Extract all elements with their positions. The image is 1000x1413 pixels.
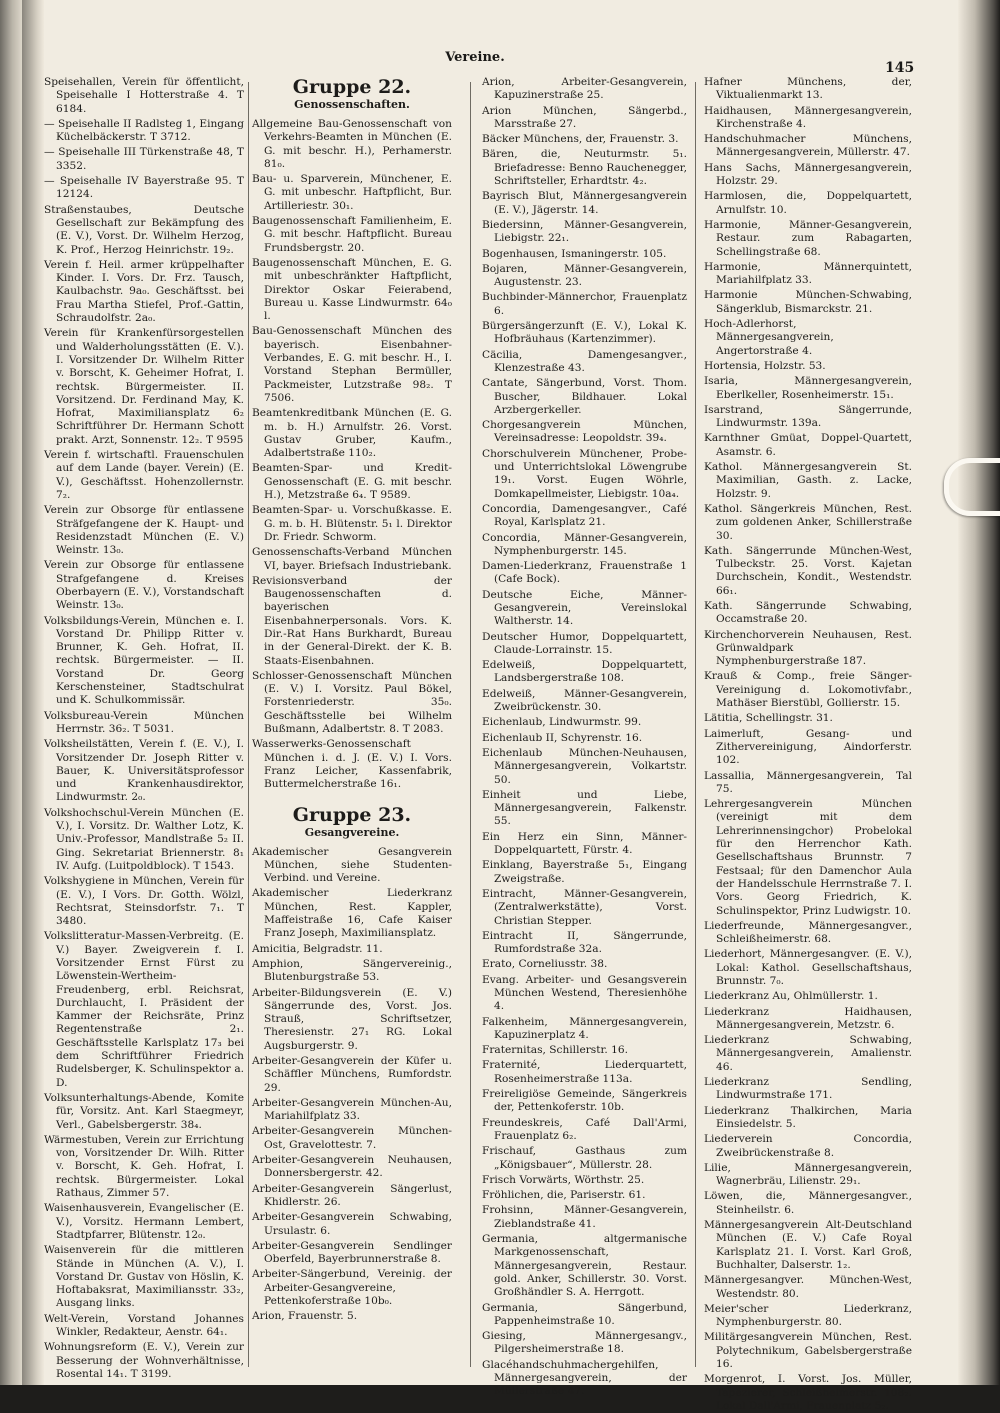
directory-entry: Hafner Münchens, der, Viktualienmarkt 13.: [704, 76, 912, 102]
directory-entry: Meier'scher Liederkranz, Nymphenburgerstr. 80.: [704, 1302, 912, 1329]
directory-entry: Isarstrand, Sängerrunde, Lindwurmstr. 139a.: [704, 403, 912, 430]
directory-entry: Waisenhausverein, Evangelischer (E. V.), Vorsitz. Hermann Lembert, Stadtpfarrer, Blütenstr. 12₀.: [44, 1202, 244, 1241]
directory-entry: Haidhausen, Männergesangverein, Kirchenstraße 4.: [704, 104, 912, 130]
directory-entry: Damen-Liederkranz, Frauenstraße 1 (Cafe Bock).: [482, 560, 687, 586]
directory-entry: Deutscher Humor, Doppelquartett, Claude-Lorrainstr. 15.: [482, 630, 687, 656]
directory-entry: Liederkranz Au, Ohlmüllerstr. 1.: [704, 990, 878, 1003]
directory-entry: Harmlosen, die, Doppelquartett, Arnulfstr. 10.: [704, 190, 912, 216]
directory-entry: Bogenhausen, Ismaningerstr. 105.: [482, 247, 667, 260]
directory-entry: Genossenschafts-Verband München VI, bayer. Briefsach Industriebank.: [252, 546, 452, 572]
directory-entry: Bau-Genossenschaft München des bayerisch. Eisenbahner-Verbandes, E. G. mit beschr. H., I. Vorstand Stephan Bermüller, Packmeister, Lutzstraße 98₂. T 7506.: [252, 325, 452, 404]
directory-entry: Waisenverein für die mittleren Stände in München (A. V.), I. Vorstand Dr. Gustav von Höslin, K. Hoftabaksrat, Maximiliansstr. 33₂, Ausgang links.: [44, 1244, 244, 1310]
directory-entry: Arbeiter-Gesangverein München-Au, Mariahilfplatz 33.: [252, 1096, 452, 1123]
directory-entry: Arbeiter-Gesangverein Sängerlust, Khidlerstr. 26.: [252, 1182, 452, 1208]
directory-entry: Männergesangver. München-West, Westendstr. 80.: [704, 1274, 912, 1300]
directory-entry: Beamten-Spar- u. Vorschußkasse. E. G. m. b. H. Blütenstr. 5₁ l. Direktor Dr. Friedr. Schworm.: [252, 504, 452, 543]
directory-entry: Verein für Krankenfürsorgestellen und Walderholungsstätten (E. V.). I. Vorsitzender Dr. Wilhelm Ritter v. Borscht, K. Geheimer Hofrat, I. rechtsk. Bürgermeister. II. Vorsitzend. Dr. Ferdinand May, K. Hofrat, Maximiliansplatz 6₂ Schriftführer Dr. Hermann Schott prakt. Arzt, Sonnenstr. 12₂. T 9595: [44, 327, 244, 446]
directory-entry: Speisehallen, Verein für öffentlicht, Speisehalle I Hotterstraße 4. T 6184.: [44, 76, 244, 115]
directory-entry: Volkshygiene in München, Verein für (E. V.), I Vors. Dr. Gotth. Wölzl, Rechtsrat, Steinsdorfstr. 7₁. T 3480.: [44, 875, 244, 928]
group-heading: Gruppe 23.: [292, 803, 412, 826]
column-4: [704, 76, 912, 1412]
column-rule: [695, 82, 696, 1367]
directory-entry: Chorgesangverein München, Vereinsadresse: Leopoldstr. 39₄.: [482, 419, 687, 445]
directory-entry: Eichenlaub München-Neuhausen, Männergesangverein, Volkartstr. 50.: [482, 746, 687, 786]
directory-entry: Arbeiter-Gesangverein Sendlinger Oberfeld, Bayerbrunnerstraße 8.: [252, 1239, 452, 1266]
group-heading: Gruppe 22.: [292, 76, 412, 98]
column-3: [482, 76, 687, 1398]
directory-entry: Biedersinn, Männer-Gesangverein, Liebigstr. 22₁.: [482, 218, 687, 245]
directory-entry: Volkslitteratur-Massen-Verbreitg. (E. V.) Bayer. Zweigverein f. I. Vorsitzender Ernst Fürst zu Löwenstein-Wertheim-Freudenberg, erbl. Reichsrat, Durchlaucht, I. Präsident der Kammer der Reichsräte, Prinz Regentenstraße 2₁. Geschäftsstelle Karlsplatz 17₃ bei dem Schriftführer Friedrich Rudelsberger, K. Schulinspektor a. D.: [44, 930, 244, 1089]
directory-entry: Handschuhmacher Münchens, Männergesangverein, Müllerstr. 47.: [704, 133, 912, 159]
directory-entry: — Speisehalle II Radlsteg 1, Eingang Küchelbäckerstr. T 3712.: [44, 117, 244, 144]
directory-entry: Arion, Frauenstr. 5.: [252, 1310, 358, 1323]
directory-entry: Harmonie, Männerquintett, Mariahilfplatz 33.: [704, 260, 912, 287]
directory-entry: Arbeiter-Gesangverein Neuhausen, Donnersbergerstr. 42.: [252, 1154, 452, 1180]
directory-entry: Lilie, Männergesangverein, Wagnerbräu, Lilienstr. 29₁.: [704, 1161, 912, 1188]
directory-entry: Revisionsverband der Baugenossenschaften d. bayerischen Eisenbahnerpersonals. Vors. K. Dir.-Rat Hans Burkhardt, Bureau in der General-Direkt. der K. B. Staats-Eisenbahnen.: [252, 574, 452, 667]
directory-entry: Arion, Arbeiter-Gesangverein, Kapuzinerstraße 25.: [482, 76, 687, 102]
directory-entry: Einklang, Bayerstraße 5₁, Eingang Zweigstraße.: [482, 859, 687, 885]
directory-entry: Beamtenkreditbank München (E. G. m. b. H.) Arnulfstr. 26. Vorst. Gustav Gruber, Kaufm., Adalbertstraße 110₂.: [252, 407, 452, 460]
directory-entry: Ein Herz ein Sinn, Männer-Doppelquartett, Fürstr. 4.: [482, 830, 687, 857]
directory-entry: Arbeiter-Gesangverein der Küfer u. Schäffler Münchens, Rumfordstr. 29.: [252, 1055, 452, 1094]
directory-entry: Militärgesangverein München, Rest. Polytechnikum, Gabelsbergerstraße 16.: [704, 1331, 912, 1371]
directory-entry: Wasserwerks-Genossenschaft München i. d. J. (E. V.) I. Vors. Franz Leicher, Kassenfabrik, Buttermelcherstraße 16₁.: [252, 738, 452, 791]
directory-entry: Hoch-Adlerhorst, Männergesangverein, Angertorstraße 4.: [704, 318, 834, 357]
directory-entry: Akademischer Liederkranz München, Rest. Kappler, Maffeistraße 16, Cafe Kaiser Franz Joseph, Maximiliansplatz.: [252, 887, 452, 940]
directory-entry: Germania, altgermanische Markgenossenschaft, Männergesangverein, Restaur. gold. Anker, Schillerstr. 30. Vorst. Großhändler S. A. Herrgott.: [482, 1233, 687, 1299]
running-header-title: Vereine.: [445, 50, 505, 65]
directory-entry: Liederkranz Haidhausen, Männergesangverein, Metzstr. 6.: [704, 1005, 912, 1031]
directory-entry: Amphion, Sängervereinig., Blutenburgstraße 53.: [252, 957, 452, 984]
directory-entry: Wärmestuben, Verein zur Errichtung von, Vorsitzender Dr. Wilh. Ritter v. Borscht, K. Geh. Hofrat, I. rechtsk. Bürgermeister. Lokal Rathaus, Zimmer 57.: [44, 1133, 244, 1200]
directory-entry: Bäcker Münchens, der, Frauenstr. 3.: [482, 133, 679, 146]
directory-entry: Allgemeine Bau-Genossenschaft von Verkehrs-Beamten in München (E. G. mit beschr. H.), Perhamerstr. 81₀.: [252, 118, 452, 170]
directory-entry: Volksheilstätten, Verein f. (E. V.), I. Vorsitzender Dr. Joseph Ritter v. Bauer, K. Universitätsprofessor und Krankenhausdirektor, Lindwurmstr. 2₀.: [44, 738, 244, 804]
directory-entry: Bären, die, Neuturmstr. 5₁. Briefadresse: Benno Rauchenegger, Schriftsteller, Erhardtstr. 4₂.: [482, 148, 687, 188]
directory-entry: Bayrisch Blut, Männergesangverein (E. V.), Jägerstr. 14.: [482, 190, 687, 216]
directory-entry: Eintracht II, Sängerrunde, Rumfordstraße 32a.: [482, 929, 687, 956]
column-2: [252, 76, 452, 1376]
book-gutter: [22, 0, 44, 1385]
directory-entry: Bojaren, Männer-Gesangverein, Augustenstr. 23.: [482, 262, 687, 289]
directory-entry: Verein f. wirtschaftl. Frauenschulen auf dem Lande (bayer. Verein) (E. V.), Geschäftsst. Hohenzollernstr. 7₂.: [44, 449, 244, 501]
directory-entry: Fröhlichen, die, Pariserstr. 61.: [482, 1189, 646, 1202]
directory-entry: Concordia, Damengesangver., Café Royal, Karlsplatz 21.: [482, 502, 687, 529]
directory-entry: Arbeiter-Bildungsverein (E. V.) Sängerrunde des, Vorst. Jos. Strauß, Schriftsetzer, Theresienstr. 27₁ RG. Lokal Augsburgerstr. 9.: [252, 986, 452, 1052]
directory-entry: Kath. Sängerrunde Schwabing, Occamstraße 20.: [704, 599, 912, 626]
directory-entry: Verein f. Heil. armer krüppelhafter Kinder. I. Vors. Dr. Frz. Tausch, Kaulbachstr. 9a₀. Geschäftsst. bei Frau Martha Stiefel, Prof.-Gattin, Schraudolfstr. 2a₀.: [44, 258, 244, 325]
directory-entry: Bau- u. Sparverein, Münchener, E. G. mit unbeschr. Haftpflicht, Bur. Artilleriestr. 30₁.: [252, 173, 452, 212]
directory-entry: Krauß & Comp., freie Sänger-Vereinigung d. Lokomotivfabr., Mathäser Bierstübl, Gollierstr. 15.: [704, 670, 912, 710]
directory-entry: Liederkranz Sendling, Lindwurmstraße 171.: [704, 1076, 912, 1102]
directory-entry: Schlosser-Genossenschaft München (E. V.) I. Vorsitz. Paul Bökel, Forstenriederstr. 35₀. Geschäftsstelle bei Wilhelm Bußmann, Adalbertstr. 8. T 2083.: [252, 669, 452, 736]
group-subheading: Genossenschaften.: [294, 98, 410, 111]
directory-entry: Lassallia, Männergesangverein, Tal 75.: [704, 769, 912, 795]
directory-entry: Kathol. Männergesangverein St. Maximilian, Gasth. z. Lacke, Holzstr. 9.: [704, 461, 912, 500]
directory-entry: Kirchenchorverein Neuhausen, Rest. Grünwaldpark Nymphenburgerstraße 187.: [704, 628, 912, 668]
directory-entry: Cantate, Sängerbund, Vorst. Thom. Buscher, Bildhauer. Lokal Arzbergerkeller.: [482, 377, 687, 416]
directory-entry: Männergesangverein Alt-Deutschland München (E. V.) Cafe Royal Karlsplatz 21. I. Vorst. Karl Groß, Buchhalter, Dalserstr. 1₂.: [704, 1219, 912, 1271]
directory-entry: Kath. Sängerrunde München-West, Tulbeckstr. 25. Vorst. Kajetan Durchschein, Kondit., Westendstr. 66₁.: [704, 544, 912, 597]
directory-entry: Harmonie, Männer-Gesangverein, Restaur. zum Rabagarten, Schellingstraße 68.: [704, 218, 912, 258]
directory-entry: Harmonie München-Schwabing, Sängerklub, Bismarckstr. 21.: [704, 289, 912, 315]
directory-entry: Glacéhandschuhmachergehilfen, Männergesangverein, der Müllerstraße 47.: [482, 1358, 687, 1398]
directory-entry: Baugenossenschaft Familienheim, E. G. mit beschr. Haftpflicht. Bureau Frundsbergstr. 20.: [252, 215, 452, 254]
directory-entry: Liederkranz Thalkirchen, Maria Einsiedelstr. 5.: [704, 1104, 912, 1130]
directory-entry: Liederfreunde, Männergesangver., Schleißheimerstr. 68.: [704, 919, 912, 946]
directory-entry: Hortensia, Holzstr. 53.: [704, 359, 826, 372]
directory-entry: Hans Sachs, Männergesangverein, Holzstr. 29.: [704, 161, 912, 188]
directory-entry: Straßenstaubes, Deutsche Gesellschaft zur Bekämpfung des (E. V.), Vorst. Dr. Wilhelm Herzog, K. Prof., Herzog Heinrichstr. 19₂.: [44, 203, 244, 256]
directory-entry: Akademischer Gesangverein München, siehe Studenten-Verbind. und Vereine.: [252, 845, 452, 885]
directory-entry: Morgenrot, I. Vorst. Jos. Müller, Tapezierer, Schleißheimerstr. 108₂. Lokal Dall'Armi, Frauenplatz 5₂.: [704, 1373, 912, 1412]
directory-entry: Volksunterhaltungs-Abende, Komite für, Vorsitz. Ant. Karl Staegmeyr, Verl., Gabelsbergerstr. 38₄.: [44, 1091, 244, 1131]
directory-entry: — Speisehalle IV Bayerstraße 95. T 12124.: [44, 175, 244, 201]
directory-entry: Löwen, die, Männergesangver., Steinheilstr. 6.: [704, 1190, 912, 1216]
directory-entry: Arbeiter-Sängerbund, Vereinig. der Arbeiter-Gesangvereine, Pettenkoferstraße 10b₀.: [252, 1268, 452, 1308]
directory-entry: Falkenheim, Männergesangverein, Kapuzinerplatz 4.: [482, 1015, 687, 1041]
directory-entry: Freundeskreis, Café Dall'Armi, Frauenplatz 6₂.: [482, 1116, 687, 1142]
directory-entry: Lehrergesangverein München (vereinigt mit dem Lehrerinnensingchor) Probelokal für den Herrenchor Kath. Gesellschaftshaus Brunnstr. 7 Festsaal; für den Damenchor Aula der Handelsschule Herrnstraße 7. I. Vors. Georg Friedrich, K. Schulinspektor, Prinz Ludwigstr. 10.: [704, 798, 912, 917]
directory-entry: Giesing, Männergesangv., Pilgersheimerstraße 18.: [482, 1330, 687, 1356]
directory-entry: Kathol. Sängerkreis München, Rest. zum goldenen Anker, Schillerstraße 30.: [704, 502, 912, 542]
directory-entry: Buchbinder-Männerchor, Frauenplatz 6.: [482, 291, 687, 317]
directory-entry: Liederkranz Schwabing, Männergesangverein, Amalienstr. 46.: [704, 1034, 912, 1073]
directory-entry: Einheit und Liebe, Männergesangverein, Falkenstr. 55.: [482, 788, 687, 828]
directory-entry: Verein zur Obsorge für entlassene Sträfgefangene der K. Haupt- und Residenzstadt München (E. V.) Weinstr. 13₀.: [44, 504, 244, 557]
page-number: 145: [885, 60, 915, 76]
directory-entry: Concordia, Männer-Gesangverein, Nymphenburgerstr. 145.: [482, 531, 687, 557]
directory-entry: Fraternité, Liederquartett, Rosenheimerstraße 113a.: [482, 1059, 687, 1085]
directory-entry: Frisch Vorwärts, Wörthstr. 25.: [482, 1173, 645, 1186]
directory-entry: Freireligiöse Gemeinde, Sängerkreis der, Pettenkoferstr. 10b.: [482, 1088, 687, 1114]
paper-clip-tab: [944, 458, 1000, 516]
directory-entry: Verein zur Obsorge für entlassene Strafgefangene d. Kreises Oberbayern (E. V.), Vorstandschaft Weinstr. 13₀.: [44, 559, 244, 612]
directory-entry: Germania, Sängerbund, Pappenheimstraße 10.: [482, 1301, 687, 1327]
directory-entry: Erato, Corneliusstr. 38.: [482, 958, 608, 971]
directory-entry: Beamten-Spar- und Kredit-Genossenschaft (E. G. mit beschr. H.), Metzstraße 6₄. T 9589.: [252, 462, 452, 502]
directory-entry: Frischauf, Gasthaus zum „Königsbauer“, Müllerstr. 28.: [482, 1145, 687, 1171]
directory-entry: Eichenlaub II, Schyrenstr. 16.: [482, 731, 643, 744]
directory-entry: Wohnungsreform (E. V.), Verein zur Besserung der Wohnverhältnisse, Rosental 14₁. T 3199.: [44, 1341, 244, 1380]
directory-entry: Liederverein Concordia, Zweibrückenstraße 8.: [704, 1133, 912, 1159]
directory-entry: Welt-Verein, Vorstand Johannes Winkler, Redakteur, Aenstr. 64₁.: [44, 1312, 244, 1339]
directory-entry: Eintracht, Männer-Gesangverein, (Zentralwerkstätte), Vorst. Christian Stepper.: [482, 887, 687, 927]
directory-entry: Edelweiß, Männer-Gesangverein, Zweibrückenstr. 30.: [482, 687, 687, 714]
directory-entry: Fraternitas, Schillerstr. 16.: [482, 1044, 628, 1057]
column-1: [44, 76, 244, 1380]
directory-entry: Liederhort, Männergesangver. (E. V.), Lokal: Kathol. Gesellschaftshaus, Brunnstr. 7₀.: [704, 948, 912, 987]
column-rule: [248, 82, 249, 1367]
previous-page-edge: [0, 0, 22, 1385]
directory-entry: Baugenossenschaft München, E. G. mit unbeschränkter Haftpflicht, Direktor Oskar Feierabend, Bureau u. Kasse Lindwurmstr. 64₀ l.: [252, 256, 452, 323]
directory-entry: Volksbureau-Verein München Herrnstr. 36₂. T 5031.: [44, 709, 244, 735]
directory-entry: Volksbildungs-Verein, München e. I. Vorstand Dr. Philipp Ritter v. Brunner, K. Geh. Hofrat, II. rechtsk. Bürgermeister. — II. Vorstand Dr. Georg Kerschensteiner, Stadtschulrat und K. Schulkommissär.: [44, 614, 244, 707]
page-edge-shadow: [958, 0, 1000, 1385]
directory-entry: Edelweiß, Doppelquartett, Landsbergerstraße 108.: [482, 659, 687, 685]
directory-entry: Evang. Arbeiter- und Gesangsverein München Westend, Theresienhöhe 4.: [482, 973, 687, 1013]
directory-entry: Bürgersängerzunft (E. V.), Lokal K. Hofbräuhaus (Kartenzimmer).: [482, 320, 687, 346]
column-rule: [470, 82, 471, 1367]
directory-entry: — Speisehalle III Türkenstraße 48, T 3352.: [44, 146, 244, 172]
directory-entry: Volkshochschul-Verein München (E. V.), I. Vorsitz. Dr. Walther Lotz, K. Univ.-Professor, Mandlstraße 5₂ II. Ging. Sekretariat Briennerstr. 8₁ IV. Aufg. (Luitpoldblock). T 1543.: [44, 806, 244, 872]
directory-entry: Arbeiter-Gesangverein München-Ost, Gravelottestr. 7.: [252, 1125, 452, 1151]
directory-entry: Amicitia, Belgradstr. 11.: [252, 942, 383, 955]
directory-entry: Arion München, Sängerbd., Marsstraße 27.: [482, 104, 687, 130]
directory-entry: Chorschulverein Münchener, Probe- und Unterrichtslokal Löwengrube 19₁. Vorst. Eugen Wöhrle, Domkapellmeister, Liebigstr. 10a₄.: [482, 447, 687, 500]
group-subheading: Gesangvereine.: [304, 825, 400, 839]
directory-entry: Eichenlaub, Lindwurmstr. 99.: [482, 716, 642, 729]
directory-entry: Arbeiter-Gesangverein Schwabing, Ursulastr. 6.: [252, 1211, 452, 1237]
directory-entry: Frohsinn, Männer-Gesangverein, Zieblandstraße 41.: [482, 1204, 687, 1230]
directory-entry: Lätitia, Schellingstr. 31.: [704, 712, 833, 725]
directory-entry: Deutsche Eiche, Männer-Gesangverein, Vereinslokal Waltherstr. 14.: [482, 588, 687, 628]
directory-entry: Isaria, Männergesangverein, Eberlkeller, Rosenheimerstr. 15₁.: [704, 375, 912, 401]
directory-entry: Cäcilia, Damengesangver., Klenzestraße 43.: [482, 348, 687, 374]
directory-entry: Karnthner Gmüat, Doppel-Quartett, Asamstr. 6.: [704, 432, 912, 458]
directory-entry: Laimerluft, Gesang- und Zithervereinigung, Aindorferstr. 102.: [704, 727, 912, 767]
